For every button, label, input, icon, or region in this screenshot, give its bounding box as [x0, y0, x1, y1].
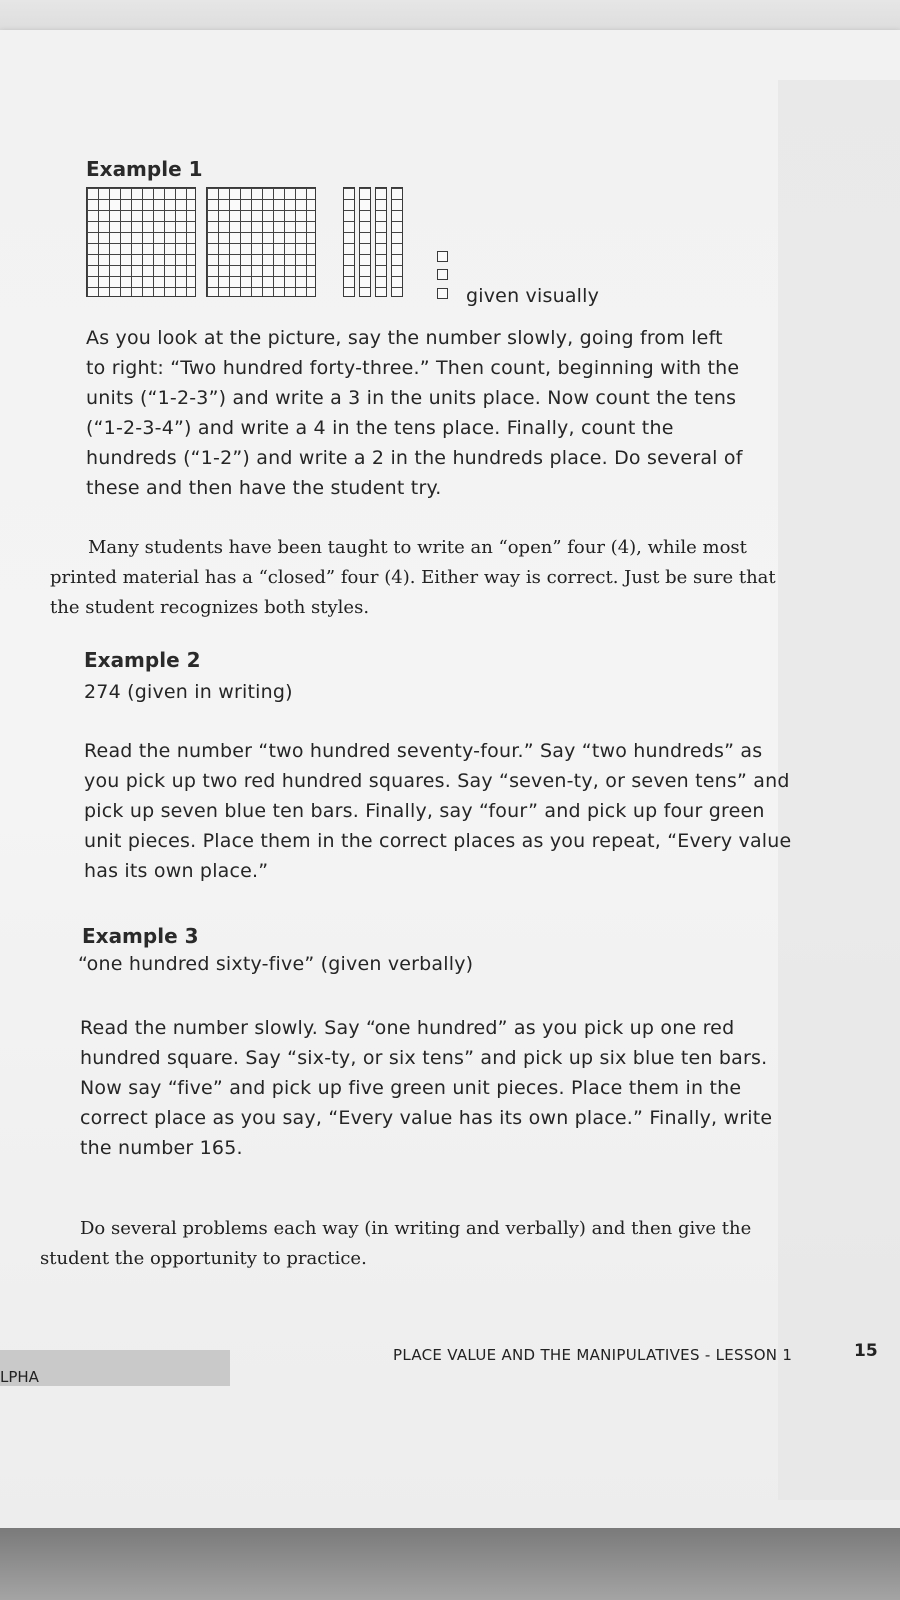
- example-1-title: Example 1: [86, 157, 203, 181]
- ten-bar-block: [343, 187, 355, 297]
- ten-bar-block: [391, 187, 403, 297]
- example-3-title: Example 3: [82, 924, 199, 948]
- page-number: 15: [854, 1341, 878, 1361]
- ten-bar-block: [359, 187, 371, 297]
- hundred-square-block: [206, 187, 316, 297]
- page-edge-strip: [778, 80, 900, 1500]
- unit-block: [437, 269, 448, 280]
- example-1-text: As you look at the picture, say the number slowly, going from left to right: “Two hundred forty-three.” Then count, beginning with the units (“1-2-3”) and write a 3 in the units place. Now count the tens (“1-2-3-4”) and write a 4 in the tens place. Finally, count the hundreds (“1-2”) and write a 2 in the hundreds place. Do several of these and then have the student try.: [86, 327, 743, 499]
- example-3-text: Read the number slowly. Say “one hundred” as you pick up one red hundred square. Say “six-ty, or six tens” and pick up six blue ten bars. Now say “five” and pick up five green unit pieces. Place them in the correct place as you say, “Every value has its own place.” Finally, write the number 165.: [80, 1017, 773, 1159]
- photo-background-bottom: [0, 1528, 900, 1600]
- footer-book-label: LPHA: [0, 1368, 39, 1386]
- example-2-subtitle: 274 (given in writing): [84, 681, 293, 703]
- footer-chapter-title: PLACE VALUE AND THE MANIPULATIVES - LESSON 1: [393, 1346, 793, 1364]
- ten-bar-block: [375, 187, 387, 297]
- unit-block: [437, 288, 448, 299]
- example-2-text: Read the number “two hundred seventy-four.” Say “two hundreds” as you pick up two red hundred squares. Say “seven-ty, or seven tens” and pick up seven blue ten bars. Finally, say “four” and pick up four green unit pieces. Place them in the correct places as you repeat, “Every value has its own place.”: [84, 740, 792, 882]
- example-2-title: Example 2: [84, 648, 201, 672]
- hundred-square-block: [86, 187, 196, 297]
- closing-instruction: Do several problems each way (in writing and verbally) and then give the student the opportunity to practice.: [40, 1218, 752, 1269]
- unit-block: [437, 251, 448, 262]
- example-3-subtitle: “one hundred sixty-five” (given verbally): [78, 953, 474, 975]
- given-visually-label: given visually: [466, 285, 600, 307]
- four-styles-note: Many students have been taught to write an “open” four (4), while most printed material has a “closed” four (4). Either way is correct. Just be sure that the student recognizes both styles.: [50, 537, 776, 618]
